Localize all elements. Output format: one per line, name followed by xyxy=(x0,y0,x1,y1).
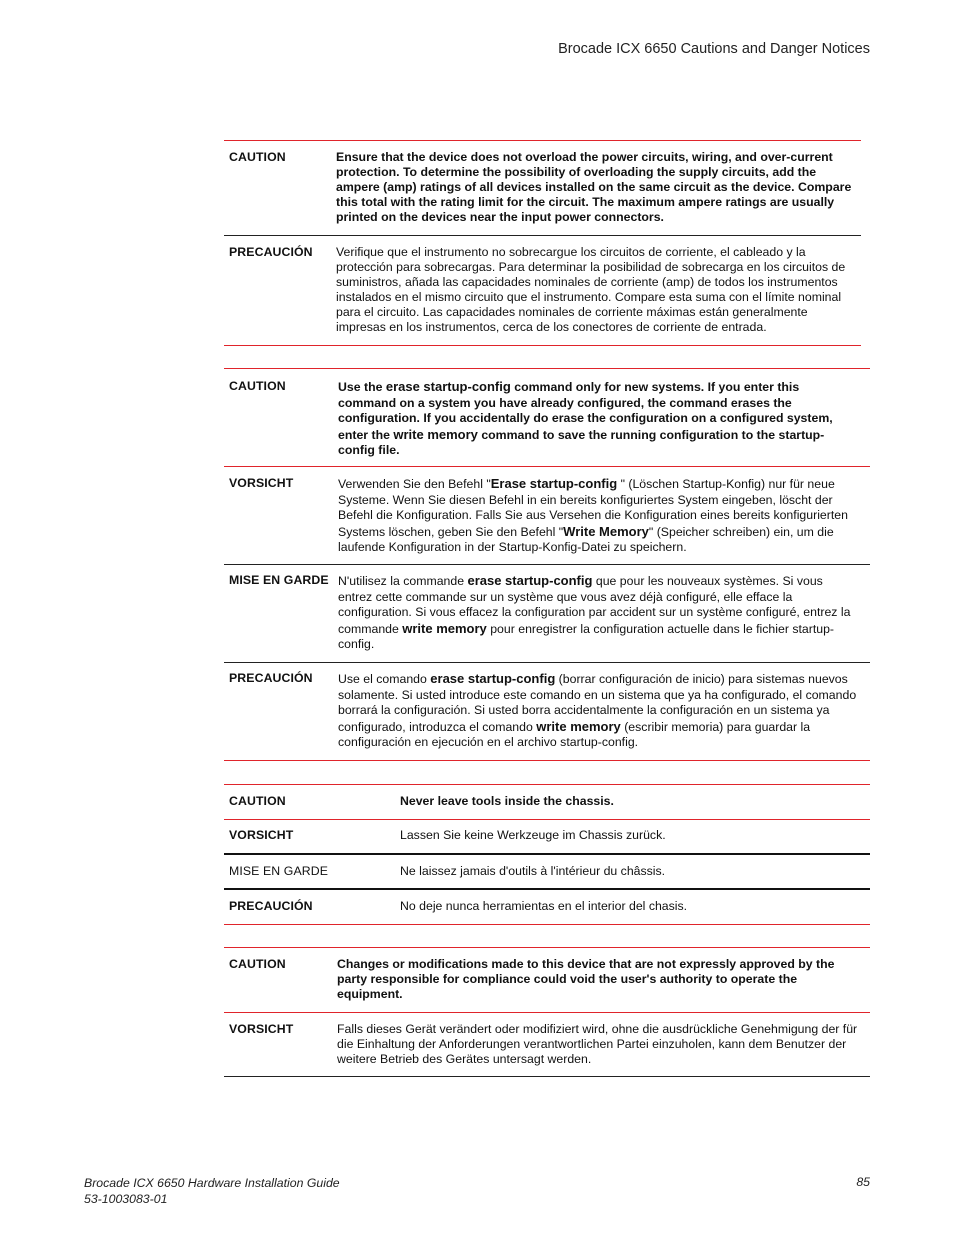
precaucion-label: PRECAUCIÓN xyxy=(229,245,313,259)
notice-top-rule xyxy=(224,368,870,369)
precaucion-text: Verifique que el instrumento no sobrecargue los circuitos de corriente, el cableado y la protección para sobrecargas. Para determinar la posibilidad de sobrecarga en los circuitos de suministros, añada las capacidades nominales de corriente (amp) de todos los instrumentos instalados en el mismo circuito que el instrumento. Compare esta suma con el límite nominal para el circuito. Las capacidades nominales de corriente máximas están generalmente impresas en los instrumentos, cerca de los conectores de corriente de entrada. xyxy=(336,245,846,335)
mise-en-garde-label: MISE EN GARDE xyxy=(229,573,329,587)
page-number: 85 xyxy=(856,1175,870,1189)
notice-top-rule xyxy=(224,140,861,141)
caution-text: Ensure that the device does not overload the power circuits, wiring, and over-current protection. To determine the possibility of overloading the supply circuits, add the ampere (amp) ratings of all devices installed on the same circuit as the device. Compare this total with the rating limit for the circuit. The maximum ampere ratings are usually printed on the devices near the input power connectors. xyxy=(336,150,852,225)
caution-label: CAUTION xyxy=(229,957,286,971)
mise-en-garde-text: N'utilisez la commande erase startup-config que pour les nouveaux systèmes. Si vous entrez cette commande sur un système que vous avez déjà configuré, elle efface la configuration. Si vous effacez la configuration par accident sur un système configuré, entrez la commande write memory pour enregistrer la configuration actuelle dans le fichier startup-config. xyxy=(338,573,851,652)
caution-label: CAUTION xyxy=(229,150,286,164)
precaucion-label: PRECAUCIÓN xyxy=(229,899,313,913)
notice-bottom-rule xyxy=(224,760,870,761)
notice-top-rule xyxy=(224,784,870,785)
notice-divider xyxy=(224,853,870,855)
vorsicht-label: VORSICHT xyxy=(229,1022,294,1036)
command-write-memory: Write Memory xyxy=(563,523,649,539)
page-footer xyxy=(84,1175,340,1207)
vorsicht-text: Verwenden Sie den Befehl "Erase startup-config " (Löschen Startup-Konfig) nur für neue Systeme. Wenn Sie diesen Befehl in ein bereits konfiguriertes System eingeben, löscht der Befehl die Konfiguration. Falls Sie aus Versehen die Konfiguration eines bereits konfigurierten Systems löschen, geben Sie den Befehl "Write Memory" (Speicher schreiben) ein, um die laufende Konfiguration in der Startup-Konfig-Datei zu speichern. xyxy=(338,476,848,555)
notice-divider xyxy=(224,235,861,236)
vorsicht-label: VORSICHT xyxy=(229,476,294,490)
notice-divider xyxy=(224,888,870,890)
footer-doc-number: 53-1003083-01 xyxy=(84,1192,168,1206)
precaucion-text: No deje nunca herramientas en el interior del chasis. xyxy=(400,899,688,913)
precaucion-label: PRECAUCIÓN xyxy=(229,671,313,685)
caution-label: CAUTION xyxy=(229,794,286,808)
precaucion-text: Use el comando erase startup-config (borrar configuración de inicio) para sistemas nuevos solamente. Si usted introduce este comando en un sistema que ya ha configurado, el comando borrará la configuración. Si usted borra accidentalmente la configuración en un sistema ya configurado, introduzca el comando write memory (escribir memoria) para guardar la configuración en ejecución en el archivo startup-config. xyxy=(338,671,857,750)
command-write-memory: write memory xyxy=(393,426,478,442)
notice-bottom-rule xyxy=(224,1076,870,1077)
notice-bottom-rule xyxy=(224,924,870,925)
caution-text: Use the erase startup-config command only for new systems. If you enter this command on a system you have already configured, the command erases the configuration. If you accidentally do erase the configuration on a configured system, enter the write memory command to save the running configuration to the startup-config file. xyxy=(338,379,833,458)
mise-en-garde-label: MISE EN GARDE xyxy=(229,864,329,878)
vorsicht-text: Lassen Sie keine Werkzeuge im Chassis zurück. xyxy=(400,828,666,842)
notice-divider xyxy=(224,819,870,820)
command-write-memory: write memory xyxy=(402,620,487,636)
command-erase-startup-config: Erase startup-config xyxy=(490,476,618,491)
caution-text: Changes or modifications made to this device that are not expressly approved by the party responsible for compliance could void the user's authority to operate the equipment. xyxy=(337,957,835,1002)
vorsicht-label: VORSICHT xyxy=(229,828,294,842)
page-header-title: Brocade ICX 6650 Cautions and Danger Notices xyxy=(558,41,870,57)
command-erase-startup-config: erase startup-config xyxy=(467,573,593,588)
notice-divider xyxy=(224,466,870,467)
notice-divider xyxy=(224,662,870,663)
command-write-memory: write memory xyxy=(536,718,621,734)
command-erase-startup-config: erase startup-config xyxy=(430,671,556,686)
caution-label: CAUTION xyxy=(229,379,286,393)
notice-bottom-rule xyxy=(224,345,861,346)
command-erase-startup-config: erase startup-config xyxy=(385,379,511,394)
mise-en-garde-text: Ne laissez jamais d'outils à l'intérieur du châssis. xyxy=(400,864,666,878)
footer-guide-title: Brocade ICX 6650 Hardware Installation Guide xyxy=(84,1176,340,1190)
caution-text: Never leave tools inside the chassis. xyxy=(400,794,614,808)
notice-divider xyxy=(224,1012,870,1013)
vorsicht-text: Falls dieses Gerät verändert oder modifiziert wird, ohne die ausdrückliche Genehmigung der für die Einhaltung der Anforderungen verantwortlichen Partei einzuholen, kann dem Benutzer der weitere Betrieb des Gerätes untersagt werden. xyxy=(337,1022,858,1067)
notice-top-rule xyxy=(224,947,870,948)
notice-divider xyxy=(224,564,870,565)
